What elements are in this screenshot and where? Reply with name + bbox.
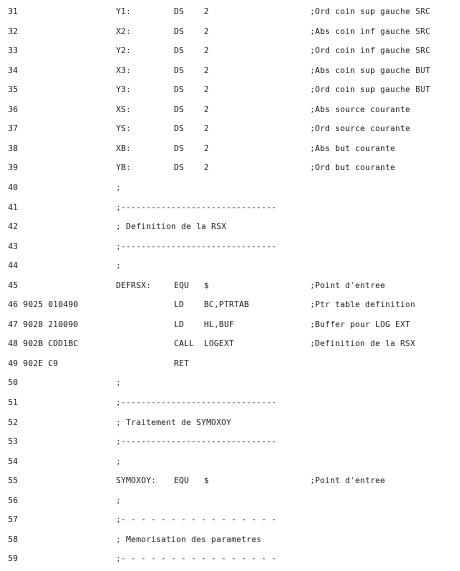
listing-row <box>0 413 460 433</box>
mnemonic-field: DS <box>174 143 185 153</box>
line-number: 33 <box>8 46 19 56</box>
comment-field: ;Ord coin inf gauche SRC <box>310 46 431 56</box>
mnemonic-field: DS <box>174 124 185 134</box>
line-number: 51 <box>8 398 19 407</box>
comment-field: ;Ord but courante <box>310 163 396 173</box>
line-number: 42 <box>8 222 19 232</box>
operand-field: 2 <box>204 163 210 173</box>
label-field: Y3: <box>116 85 132 95</box>
line-number: 36 <box>8 104 19 114</box>
comment-field: ;Abs coin inf gauche SRC <box>310 26 431 36</box>
label-field: ; Traitement de SYMOXOY <box>116 417 232 427</box>
label-field: X2: <box>116 26 132 36</box>
label-field: ;------------------------------- <box>116 241 277 251</box>
line-number: 54 <box>8 456 19 466</box>
label-field: ; Memorisation des parametres <box>116 534 262 544</box>
listing-row <box>0 22 460 42</box>
line-number: 32 <box>8 26 19 36</box>
label-field: ; <box>116 456 122 466</box>
listing-row <box>0 119 460 139</box>
line-number: 48 902B CDD1BC <box>8 339 79 349</box>
line-number: 47 9028 210090 <box>8 319 79 329</box>
listing-row <box>0 491 460 511</box>
operand-field: 2 <box>204 7 210 16</box>
listing-row <box>0 80 460 100</box>
listing-row <box>0 41 460 61</box>
line-number: 31 <box>8 7 19 16</box>
label-field: ; <box>116 261 122 271</box>
line-number: 55 <box>8 476 19 486</box>
line-number: 41 <box>8 202 19 212</box>
listing-row <box>0 315 460 335</box>
line-number: 52 <box>8 417 19 427</box>
listing-row <box>0 354 460 374</box>
comment-field: ;Abs source courante <box>310 104 411 114</box>
label-field: ; <box>116 378 122 388</box>
line-number: 46 9025 010490 <box>8 300 79 310</box>
label-field: XS: <box>116 104 132 114</box>
listing-row <box>0 237 460 257</box>
operand-field: 2 <box>204 26 210 36</box>
line-number: 34 <box>8 65 19 75</box>
listing-row <box>0 198 460 218</box>
comment-field: ;Ord source courante <box>310 124 411 134</box>
label-field: ; <box>116 495 122 505</box>
listing-row <box>0 471 460 491</box>
mnemonic-field: DS <box>174 163 185 173</box>
comment-field: ;Buffer pour LOG EXT <box>310 319 411 329</box>
operand-field: HL,BUF <box>204 319 235 329</box>
operand-field: $ <box>204 280 210 290</box>
label-field: ; <box>116 182 122 192</box>
operand-field: 2 <box>204 65 210 75</box>
comment-field: ;Definition de la RSX <box>310 339 416 349</box>
label-field: XB: <box>116 143 132 153</box>
line-number: 38 <box>8 143 19 153</box>
label-field: ;------------------------------- <box>116 437 277 447</box>
comment-field: ;Abs coin sup gauche BUT <box>310 65 431 75</box>
mnemonic-field: LD <box>174 300 185 310</box>
comment-field: ;Point d'entree <box>310 280 386 290</box>
line-number: 59 <box>8 554 19 564</box>
mnemonic-field: LD <box>174 319 185 329</box>
label-field: Y2: <box>116 46 132 56</box>
line-number: 44 <box>8 261 19 271</box>
label-field: X3: <box>116 65 132 75</box>
listing-row <box>0 432 460 452</box>
line-number: 40 <box>8 182 19 192</box>
listing-row <box>0 393 460 413</box>
mnemonic-field: DS <box>174 65 185 75</box>
label-field: YS: <box>116 124 132 134</box>
mnemonic-field: DS <box>174 26 185 36</box>
listing-row <box>0 549 460 569</box>
operand-field: LOGEXT <box>204 339 235 349</box>
mnemonic-field: RET <box>174 358 190 368</box>
operand-field: 2 <box>204 143 210 153</box>
line-number: 57 <box>8 515 19 525</box>
listing-row <box>0 510 460 530</box>
comment-field: ;Point d'entree <box>310 476 386 486</box>
mnemonic-field: CALL <box>174 339 195 349</box>
operand-field: $ <box>204 476 210 486</box>
line-number: 45 <box>8 280 19 290</box>
listing-row <box>0 178 460 198</box>
operand-field: BC,PTRTAB <box>204 300 250 310</box>
operand-field: 2 <box>204 46 210 56</box>
mnemonic-field: EQU <box>174 476 190 486</box>
operand-field: 2 <box>204 104 210 114</box>
mnemonic-field: DS <box>174 104 185 114</box>
mnemonic-field: DS <box>174 7 185 16</box>
label-field: ;- - - - - - - - - - - - - - - - <box>116 554 277 564</box>
listing-row <box>0 452 460 472</box>
listing-row <box>0 256 460 276</box>
comment-field: ;Ord coin sup gauche SRC <box>310 7 431 16</box>
listing-row <box>0 530 460 550</box>
operand-field: 2 <box>204 124 210 134</box>
comment-field: ;Abs but courante <box>310 143 396 153</box>
listing-row <box>0 373 460 393</box>
line-number: 56 <box>8 495 19 505</box>
line-number: 37 <box>8 124 19 134</box>
mnemonic-field: EQU <box>174 280 190 290</box>
listing-row <box>0 139 460 159</box>
line-number: 50 <box>8 378 19 388</box>
label-field: ;------------------------------- <box>116 398 277 407</box>
line-number: 58 <box>8 534 19 544</box>
line-number: 43 <box>8 241 19 251</box>
mnemonic-field: DS <box>174 46 185 56</box>
listing-row <box>0 276 460 296</box>
listing-row <box>0 61 460 81</box>
line-number: 53 <box>8 437 19 447</box>
label-field: ;- - - - - - - - - - - - - - - - <box>116 515 277 525</box>
line-number: 35 <box>8 85 19 95</box>
label-field: DEFRSX: <box>116 280 152 290</box>
label-field: Y1: <box>116 7 132 16</box>
listing-row <box>0 217 460 237</box>
listing-row <box>0 295 460 315</box>
comment-field: ;Ptr table definition <box>310 300 416 310</box>
mnemonic-field: DS <box>174 85 185 95</box>
label-field: SYMOXOY: <box>116 476 157 486</box>
operand-field: 2 <box>204 85 210 95</box>
listing-row <box>0 158 460 178</box>
listing-row <box>0 100 460 120</box>
line-number: 49 902E C9 <box>8 358 59 368</box>
listing-row <box>0 334 460 354</box>
label-field: YB: <box>116 163 132 173</box>
comment-field: ;Ord coin sup gauche BUT <box>310 85 431 95</box>
label-field: ;------------------------------- <box>116 202 277 212</box>
listing-row <box>0 2 460 22</box>
line-number: 39 <box>8 163 19 173</box>
label-field: ; Definition de la RSX <box>116 222 227 232</box>
